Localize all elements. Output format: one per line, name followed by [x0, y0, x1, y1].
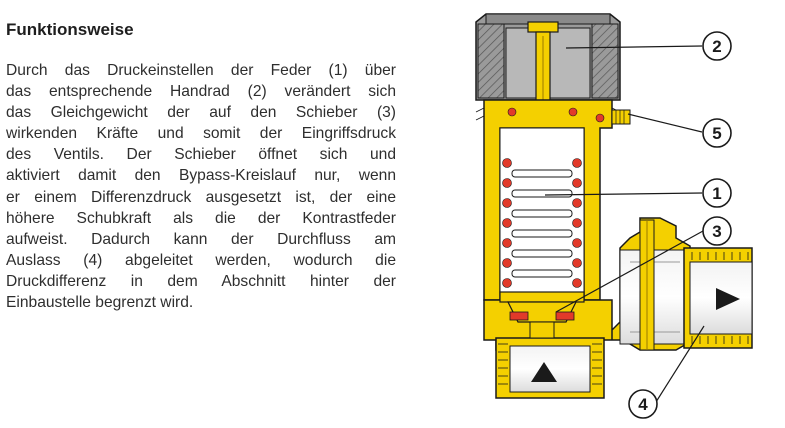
svg-text:1: 1: [712, 184, 722, 203]
svg-text:5: 5: [712, 124, 722, 143]
paragraph-line: Einbaustelle begrenzt wird.: [6, 294, 194, 312]
section-heading: Funktionsweise: [6, 20, 134, 39]
paragraph-line: das Gleichgewicht der auf den Schieber (3): [6, 104, 396, 122]
callout-4: [629, 390, 657, 418]
side-screw: [612, 110, 630, 124]
description-paragraph: [6, 60, 396, 313]
callout-5: [703, 119, 731, 147]
valve-body: [476, 100, 690, 398]
svg-text:4: 4: [638, 395, 648, 414]
callout-3: [703, 217, 731, 245]
callout-1: [703, 179, 731, 207]
leader-line-5: [628, 114, 702, 132]
paragraph-line: Druckdifferenz in dem Abschnitt hinter der: [6, 272, 396, 290]
paragraph-line: höhere Schubkraft als die der Kontrastfeder: [6, 209, 396, 227]
svg-text:3: 3: [712, 222, 722, 241]
paragraph-line: Durch das Druckeinstellen der Feder (1) über: [6, 62, 396, 79]
svg-text:2: 2: [712, 37, 722, 56]
paragraph-line: Auslass (4) abgeleitet werden, wodurch die: [6, 251, 396, 269]
paragraph-line: des Ventils. Der Schieber öffnet sich und: [6, 146, 396, 164]
valve-seat: [640, 220, 654, 350]
paragraph-line: das entsprechende Handrad (2) verändert sich: [6, 83, 396, 101]
paragraph-line: aktiviert damit den Bypass-Kreislauf nur, wenn: [6, 167, 396, 185]
paragraph-line: er einem Differenzdruck ausgesetzt ist, der eine: [6, 188, 396, 206]
paragraph-line: wirkenden Kräfte und somit der Eingriffsdruck: [6, 125, 396, 143]
valve-cross-section-diagram: [440, 0, 785, 428]
paragraph-line: aufweist. Dadurch kann der Durchfluss am: [6, 230, 396, 248]
callout-2: [703, 32, 731, 60]
